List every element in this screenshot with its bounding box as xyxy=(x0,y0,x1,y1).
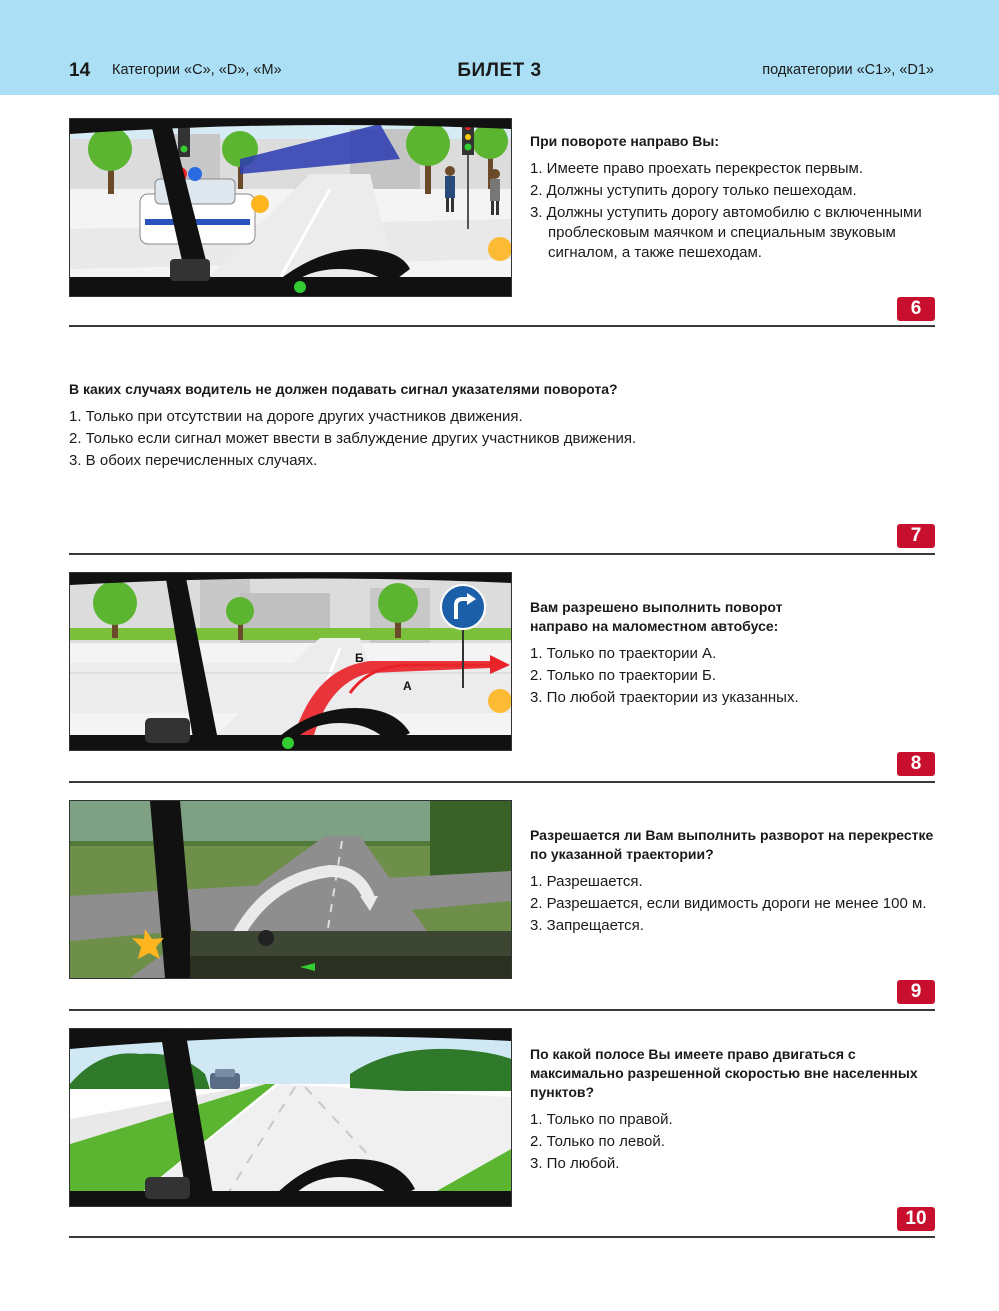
q8-answer-2: 2. Только по траектории Б. xyxy=(530,667,717,684)
q9-answer-1: 1. Разрешается. xyxy=(530,873,643,890)
header-subcategories: подкатегории «C1», «D1» xyxy=(762,62,934,78)
divider xyxy=(69,781,935,783)
ticket-title: БИЛЕТ 3 xyxy=(457,60,542,81)
q10-number-badge: 10 xyxy=(897,1207,935,1231)
q9-number-badge: 9 xyxy=(897,980,935,1004)
q9-illustration xyxy=(69,800,512,979)
q6-number-badge: 6 xyxy=(897,297,935,321)
header-categories: Категории «C», «D», «M» xyxy=(112,62,282,78)
q8-answer-3: 3. По любой траектории из указанных. xyxy=(530,689,799,706)
q7-block xyxy=(69,380,935,473)
q8-answer-1: 1. Только по траектории А. xyxy=(530,645,717,662)
q7-answer-3: 3. В обоих перечисленных случаях. xyxy=(69,452,318,469)
q10-illustration xyxy=(69,1028,512,1207)
q9-block xyxy=(530,826,940,938)
divider xyxy=(69,1009,935,1011)
q8-number-badge: 8 xyxy=(897,752,935,776)
q8-title: Вам разрешено выполнить поворот направо на маломестном автобусе: xyxy=(530,599,783,634)
q6-answer-1: 1. Имеете право проехать перекресток первым. xyxy=(530,160,864,177)
page-number: 14 xyxy=(69,60,91,81)
q6-answer-3: 3. Должны уступить дорогу автомобилю с включенными проблесковым маячком и специальным звуковым сигналом, а также пешеходам. xyxy=(530,204,922,261)
q9-answer-3: 3. Запрещается. xyxy=(530,917,644,934)
q8-illustration xyxy=(69,572,512,751)
divider xyxy=(69,1236,935,1238)
q7-answer-1: 1. Только при отсутствии на дороге других участников движения. xyxy=(69,408,523,425)
q6-block xyxy=(530,132,940,265)
q10-title: По какой полосе Вы имеете право двигаться с максимально разрешенной скоростью вне населенных пунктов? xyxy=(530,1046,918,1100)
q7-answer-2: 2. Только если сигнал может ввести в заблуждение других участников движения. xyxy=(69,430,637,447)
q10-block xyxy=(530,1045,940,1176)
trajectory-a-label: А xyxy=(403,679,412,693)
q10-answer-3: 3. По любой. xyxy=(530,1155,620,1172)
q7-title: В каких случаях водитель не должен подавать сигнал указателями поворота? xyxy=(69,381,618,397)
q10-answer-1: 1. Только по правой. xyxy=(530,1111,673,1128)
trajectory-b-label: Б xyxy=(355,651,364,665)
q8-block xyxy=(530,598,940,710)
q6-answer-2: 2. Должны уступить дорогу только пешеходам. xyxy=(530,182,857,199)
q9-title: Разрешается ли Вам выполнить разворот на перекрестке по указанной траектории? xyxy=(530,827,934,862)
q9-answer-2: 2. Разрешается, если видимость дороги не менее 100 м. xyxy=(530,895,927,912)
q10-answer-2: 2. Только по левой. xyxy=(530,1133,665,1150)
q6-illustration xyxy=(69,118,512,297)
q7-number-badge: 7 xyxy=(897,524,935,548)
divider xyxy=(69,325,935,327)
q6-title: При повороте направо Вы: xyxy=(530,133,720,149)
divider xyxy=(69,553,935,555)
